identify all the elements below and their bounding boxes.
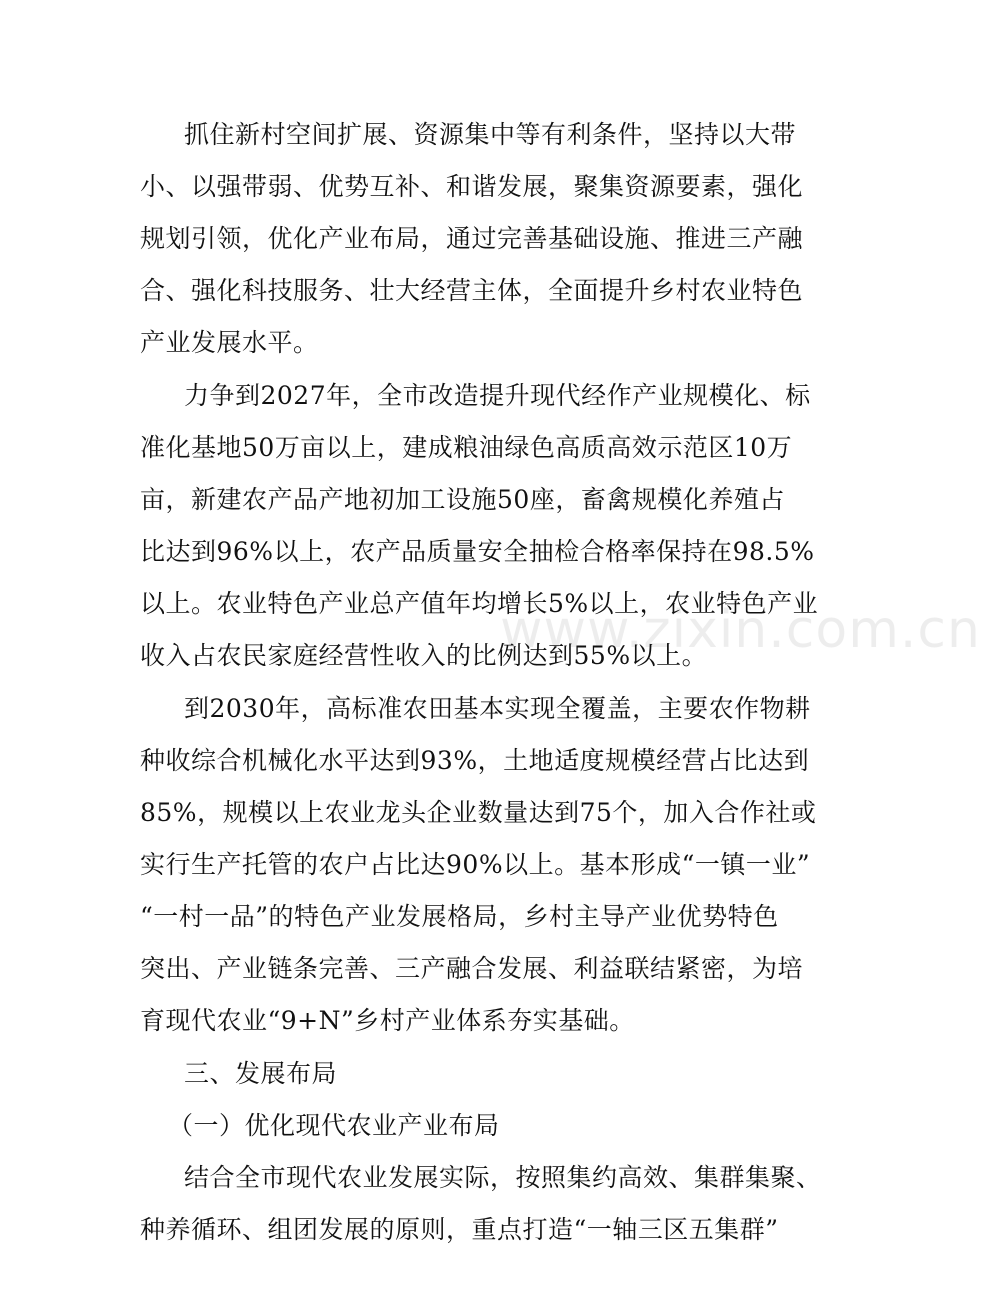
paragraph-2-line-6: 收入占农民家庭经营性收入的比例达到55%以上。	[140, 641, 708, 670]
paragraph-3-line-2: 种收综合机械化水平达到93%，土地适度规模经营占比达到	[140, 746, 810, 775]
paragraph-2-line-5: 以上。农业特色产业总产值年均增长5%以上，农业特色产业	[140, 589, 819, 618]
paragraph-2-line-2: 准化基地50万亩以上，建成粮油绿色高质高效示范区10万	[140, 433, 793, 462]
paragraph-1-line-1: 抓住新村空间扩展、资源集中等有利条件，坚持以大带	[184, 120, 797, 149]
paragraph-3-line-7: 育现代农业“9+N”乡村产业体系夯实基础。	[140, 1006, 635, 1035]
paragraph-4-line-1: 结合全市现代农业发展实际，按照集约高效、集群集聚、	[184, 1163, 822, 1192]
paragraph-1-line-4: 合、强化科技服务、壮大经营主体，全面提升乡村农业特色	[140, 276, 804, 305]
paragraph-3-line-4: 实行生产托管的农户占比达90%以上。基本形成“一镇一业”	[140, 850, 811, 879]
subsection-heading: （一）优化现代农业产业布局	[168, 1111, 500, 1140]
paragraph-2-line-1: 力争到2027年，全市改造提升现代经作产业规模化、标	[184, 381, 811, 410]
paragraph-3-line-1: 到2030年，高标准农田基本实现全覆盖，主要农作物耕	[184, 694, 811, 723]
paragraph-3-line-3: 85%，规模以上农业龙头企业数量达到75个，加入合作社或	[140, 798, 817, 827]
paragraph-3-line-5: “一村一品”的特色产业发展格局，乡村主导产业优势特色	[140, 902, 779, 931]
paragraph-1-line-5: 产业发展水平。	[140, 328, 319, 357]
paragraph-1-line-2: 小、以强带弱、优势互补、和谐发展，聚集资源要素，强化	[140, 172, 804, 201]
watermark-text: www.zixin.com.cn	[500, 600, 981, 660]
paragraph-4-line-2: 种养循环、组团发展的原则，重点打造“一轴三区五集群”	[140, 1215, 779, 1244]
paragraph-2-line-4: 比达到96%以上，农产品质量安全抽检合格率保持在98.5%	[140, 537, 815, 566]
section-heading: 三、发展布局	[184, 1059, 338, 1088]
paragraph-1-line-3: 规划引领，优化产业布局，通过完善基础设施、推进三产融	[140, 224, 804, 253]
paragraph-3-line-6: 突出、产业链条完善、三产融合发展、利益联结紧密，为培	[140, 954, 804, 983]
paragraph-2-line-3: 亩，新建农产品产地初加工设施50座，畜禽规模化养殖占	[140, 485, 785, 514]
